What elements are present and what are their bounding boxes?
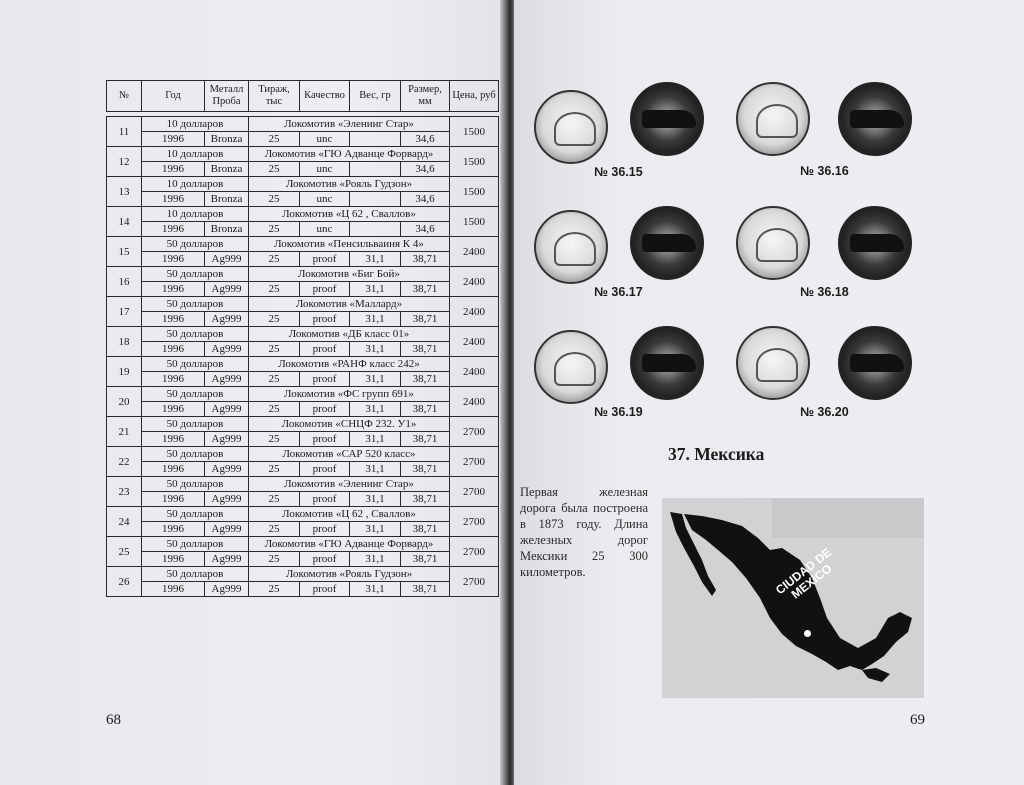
- quality-cell: proof: [300, 462, 350, 477]
- table-row: [107, 537, 499, 552]
- size-cell: 34,6: [401, 162, 450, 177]
- row-number: 13: [107, 177, 142, 207]
- table-row: [107, 372, 499, 387]
- table-row: [107, 522, 499, 537]
- locomotive-title-cell: Локомотив «Эленинг Стар»: [249, 477, 450, 492]
- mintage-cell: 25: [249, 522, 300, 537]
- intro-paragraph: Первая железная дорога была построена в 1873 году. Длина железных дорог Мексики 25 300 километров.: [520, 485, 648, 579]
- year-cell: 1996: [142, 222, 205, 237]
- coin-reverse-36-19: [630, 326, 704, 400]
- mintage-cell: 25: [249, 372, 300, 387]
- row-number: 14: [107, 207, 142, 237]
- weight-cell: 31,1: [350, 522, 401, 537]
- denomination-cell: 50 долларов: [142, 387, 249, 402]
- locomotive-title-cell: Локомотив «Эленинг Стар»: [249, 117, 450, 132]
- metal-cell: Ag999: [205, 432, 249, 447]
- locomotive-title-cell: Локомотив «Ц 62 , Сваллов»: [249, 507, 450, 522]
- metal-cell: Bronza: [205, 222, 249, 237]
- mintage-cell: 25: [249, 582, 300, 597]
- table-header-cell: №: [107, 81, 142, 112]
- year-cell: 1996: [142, 552, 205, 567]
- table-row: [107, 447, 499, 462]
- size-cell: 38,71: [401, 372, 450, 387]
- size-cell: 38,71: [401, 312, 450, 327]
- locomotive-title-cell: Локомотив «Маллард»: [249, 297, 450, 312]
- price-cell: 2400: [450, 237, 499, 267]
- table-row: [107, 282, 499, 297]
- weight-cell: 31,1: [350, 252, 401, 267]
- denomination-cell: 50 долларов: [142, 537, 249, 552]
- table-row: [107, 387, 499, 402]
- table-row: [107, 327, 499, 342]
- metal-cell: Bronza: [205, 162, 249, 177]
- mintage-cell: 25: [249, 402, 300, 417]
- denomination-cell: 50 долларов: [142, 357, 249, 372]
- size-cell: 38,71: [401, 492, 450, 507]
- quality-cell: unc: [300, 132, 350, 147]
- year-cell: 1996: [142, 312, 205, 327]
- locomotive-title-cell: Локомотив «ФС групп 691»: [249, 387, 450, 402]
- quality-cell: proof: [300, 522, 350, 537]
- metal-cell: Ag999: [205, 372, 249, 387]
- row-number: 11: [107, 117, 142, 147]
- coin-label: № 36.16: [800, 164, 849, 178]
- size-cell: 38,71: [401, 282, 450, 297]
- year-cell: 1996: [142, 132, 205, 147]
- table-row: [107, 567, 499, 582]
- coin-label: № 36.19: [594, 405, 643, 419]
- weight-cell: 31,1: [350, 342, 401, 357]
- locomotive-title-cell: Локомотив «ДБ класс 01»: [249, 327, 450, 342]
- size-cell: 38,71: [401, 252, 450, 267]
- row-number: 15: [107, 237, 142, 267]
- quality-cell: proof: [300, 552, 350, 567]
- mintage-cell: 25: [249, 342, 300, 357]
- coin-label: № 36.18: [800, 285, 849, 299]
- denomination-cell: 50 долларов: [142, 237, 249, 252]
- size-cell: 38,71: [401, 522, 450, 537]
- mintage-cell: 25: [249, 222, 300, 237]
- table-row: [107, 477, 499, 492]
- mintage-cell: 25: [249, 312, 300, 327]
- weight-cell: 31,1: [350, 552, 401, 567]
- weight-cell: 31,1: [350, 372, 401, 387]
- quality-cell: proof: [300, 372, 350, 387]
- size-cell: 34,6: [401, 222, 450, 237]
- table-header-cell: Год: [142, 81, 205, 112]
- left-page: [0, 0, 510, 785]
- row-number: 22: [107, 447, 142, 477]
- quality-cell: proof: [300, 282, 350, 297]
- year-cell: 1996: [142, 282, 205, 297]
- size-cell: 38,71: [401, 462, 450, 477]
- price-cell: 2700: [450, 417, 499, 447]
- locomotive-title-cell: Локомотив «САР 520 класс»: [249, 447, 450, 462]
- table-row: [107, 297, 499, 312]
- size-cell: 34,6: [401, 132, 450, 147]
- mexico-map: [662, 498, 924, 698]
- metal-cell: Ag999: [205, 312, 249, 327]
- table-row: [107, 552, 499, 567]
- weight-cell: [350, 222, 401, 237]
- table-body: [107, 112, 499, 597]
- row-number: 26: [107, 567, 142, 597]
- table-row: [107, 267, 499, 282]
- price-cell: 1500: [450, 207, 499, 237]
- table-row: [107, 147, 499, 162]
- denomination-cell: 50 долларов: [142, 567, 249, 582]
- denomination-cell: 50 долларов: [142, 417, 249, 432]
- coin-table: [106, 80, 499, 597]
- table-row: [107, 462, 499, 477]
- quality-cell: proof: [300, 312, 350, 327]
- table-row: [107, 207, 499, 222]
- table-row: [107, 342, 499, 357]
- table-row: [107, 192, 499, 207]
- denomination-cell: 50 долларов: [142, 327, 249, 342]
- row-number: 25: [107, 537, 142, 567]
- weight-cell: [350, 162, 401, 177]
- locomotive-title-cell: Локомотив «СНЦФ 232. У1»: [249, 417, 450, 432]
- size-cell: 34,6: [401, 192, 450, 207]
- denomination-cell: 10 долларов: [142, 177, 249, 192]
- table-row: [107, 402, 499, 417]
- table-header: [107, 81, 499, 112]
- row-number: 21: [107, 417, 142, 447]
- mintage-cell: 25: [249, 192, 300, 207]
- quality-cell: unc: [300, 162, 350, 177]
- weight-cell: [350, 132, 401, 147]
- coin-reverse-36-15: [630, 82, 704, 156]
- year-cell: 1996: [142, 372, 205, 387]
- year-cell: 1996: [142, 582, 205, 597]
- metal-cell: Ag999: [205, 402, 249, 417]
- locomotive-title-cell: Локомотив «Биг Бой»: [249, 267, 450, 282]
- year-cell: 1996: [142, 522, 205, 537]
- year-cell: 1996: [142, 432, 205, 447]
- year-cell: 1996: [142, 342, 205, 357]
- table-row: [107, 222, 499, 237]
- table-header-cell: Тираж, тыс: [249, 81, 300, 112]
- section-title: 37. Мексика: [668, 444, 765, 464]
- weight-cell: 31,1: [350, 312, 401, 327]
- row-number: 20: [107, 387, 142, 417]
- quality-cell: proof: [300, 582, 350, 597]
- price-cell: 1500: [450, 177, 499, 207]
- denomination-cell: 50 долларов: [142, 477, 249, 492]
- table-row: [107, 132, 499, 147]
- table-row: [107, 582, 499, 597]
- price-cell: 2400: [450, 267, 499, 297]
- table-row: [107, 117, 499, 132]
- weight-cell: 31,1: [350, 492, 401, 507]
- row-number: 17: [107, 297, 142, 327]
- table-row: [107, 162, 499, 177]
- page-number-left: 68: [106, 712, 121, 728]
- row-number: 16: [107, 267, 142, 297]
- price-cell: 2400: [450, 327, 499, 357]
- metal-cell: Ag999: [205, 342, 249, 357]
- mintage-cell: 25: [249, 552, 300, 567]
- size-cell: 38,71: [401, 432, 450, 447]
- row-number: 23: [107, 477, 142, 507]
- page-number-right: 69: [910, 712, 925, 728]
- price-cell: 1500: [450, 147, 499, 177]
- locomotive-title-cell: Локомотив «Рояль Гудзон»: [249, 177, 450, 192]
- coin-obverse-36-17: [534, 210, 608, 284]
- price-cell: 1500: [450, 117, 499, 147]
- table-row: [107, 252, 499, 267]
- price-cell: 2400: [450, 387, 499, 417]
- locomotive-title-cell: Локомотив «Пенсильваиня К 4»: [249, 237, 450, 252]
- year-cell: 1996: [142, 462, 205, 477]
- price-cell: 2700: [450, 447, 499, 477]
- coin-obverse-36-18: [736, 206, 810, 280]
- mintage-cell: 25: [249, 282, 300, 297]
- quality-cell: unc: [300, 192, 350, 207]
- price-cell: 2400: [450, 297, 499, 327]
- denomination-cell: 10 долларов: [142, 117, 249, 132]
- mintage-cell: 25: [249, 162, 300, 177]
- table-row: [107, 492, 499, 507]
- size-cell: 38,71: [401, 552, 450, 567]
- coin-label: № 36.20: [800, 405, 849, 419]
- weight-cell: [350, 192, 401, 207]
- metal-cell: Bronza: [205, 192, 249, 207]
- mintage-cell: 25: [249, 432, 300, 447]
- weight-cell: 31,1: [350, 432, 401, 447]
- coin-reverse-36-16: [838, 82, 912, 156]
- table-row: [107, 312, 499, 327]
- table-row: [107, 507, 499, 522]
- coin-obverse-36-16: [736, 82, 810, 156]
- quality-cell: proof: [300, 402, 350, 417]
- metal-cell: Ag999: [205, 522, 249, 537]
- price-cell: 2700: [450, 567, 499, 597]
- metal-cell: Ag999: [205, 462, 249, 477]
- price-cell: 2400: [450, 357, 499, 387]
- mintage-cell: 25: [249, 462, 300, 477]
- size-cell: 38,71: [401, 582, 450, 597]
- row-number: 12: [107, 147, 142, 177]
- mintage-cell: 25: [249, 132, 300, 147]
- table-header-cell: Металл Проба: [205, 81, 249, 112]
- weight-cell: 31,1: [350, 462, 401, 477]
- denomination-cell: 50 долларов: [142, 507, 249, 522]
- denomination-cell: 50 долларов: [142, 297, 249, 312]
- mintage-cell: 25: [249, 252, 300, 267]
- size-cell: 38,71: [401, 402, 450, 417]
- quality-cell: proof: [300, 492, 350, 507]
- coin-label: № 36.17: [594, 285, 643, 299]
- table-header-cell: Вес, гр: [350, 81, 401, 112]
- table-row: [107, 417, 499, 432]
- quality-cell: proof: [300, 432, 350, 447]
- denomination-cell: 50 долларов: [142, 447, 249, 462]
- weight-cell: 31,1: [350, 582, 401, 597]
- row-number: 18: [107, 327, 142, 357]
- coin-reverse-36-20: [838, 326, 912, 400]
- map-label-city: CIUDAD DE MEXICO: [772, 545, 835, 602]
- metal-cell: Ag999: [205, 552, 249, 567]
- quality-cell: proof: [300, 252, 350, 267]
- row-number: 24: [107, 507, 142, 537]
- metal-cell: Bronza: [205, 132, 249, 147]
- denomination-cell: 50 долларов: [142, 267, 249, 282]
- year-cell: 1996: [142, 162, 205, 177]
- coin-obverse-36-20: [736, 326, 810, 400]
- metal-cell: Ag999: [205, 582, 249, 597]
- metal-cell: Ag999: [205, 282, 249, 297]
- locomotive-title-cell: Локомотив «ГЮ Адванце Форвард»: [249, 537, 450, 552]
- row-number: 19: [107, 357, 142, 387]
- weight-cell: 31,1: [350, 402, 401, 417]
- year-cell: 1996: [142, 402, 205, 417]
- price-cell: 2700: [450, 477, 499, 507]
- metal-cell: Ag999: [205, 492, 249, 507]
- weight-cell: 31,1: [350, 282, 401, 297]
- table-header-cell: Размер, мм: [401, 81, 450, 112]
- capital-dot-icon: [804, 630, 811, 637]
- quality-cell: proof: [300, 342, 350, 357]
- year-cell: 1996: [142, 492, 205, 507]
- table-row: [107, 237, 499, 252]
- denomination-cell: 10 долларов: [142, 207, 249, 222]
- quality-cell: unc: [300, 222, 350, 237]
- locomotive-title-cell: Локомотив «Ц 62 , Сваллов»: [249, 207, 450, 222]
- table-header-cell: Качество: [300, 81, 350, 112]
- locomotive-title-cell: Локомотив «РАНФ класс 242»: [249, 357, 450, 372]
- coin-obverse-36-15: [534, 90, 608, 164]
- price-cell: 2700: [450, 537, 499, 567]
- table-row: [107, 177, 499, 192]
- year-cell: 1996: [142, 252, 205, 267]
- coin-reverse-36-18: [838, 206, 912, 280]
- price-cell: 2700: [450, 507, 499, 537]
- table-header-cell: Цена, руб: [450, 81, 499, 112]
- mintage-cell: 25: [249, 492, 300, 507]
- coin-label: № 36.15: [594, 165, 643, 179]
- table-row: [107, 357, 499, 372]
- denomination-cell: 10 долларов: [142, 147, 249, 162]
- year-cell: 1996: [142, 192, 205, 207]
- size-cell: 38,71: [401, 342, 450, 357]
- metal-cell: Ag999: [205, 252, 249, 267]
- locomotive-title-cell: Локомотив «Рояль Гудзон»: [249, 567, 450, 582]
- coin-obverse-36-19: [534, 330, 608, 404]
- coin-reverse-36-17: [630, 206, 704, 280]
- table-row: [107, 432, 499, 447]
- locomotive-title-cell: Локомотив «ГЮ Адванце Форвард»: [249, 147, 450, 162]
